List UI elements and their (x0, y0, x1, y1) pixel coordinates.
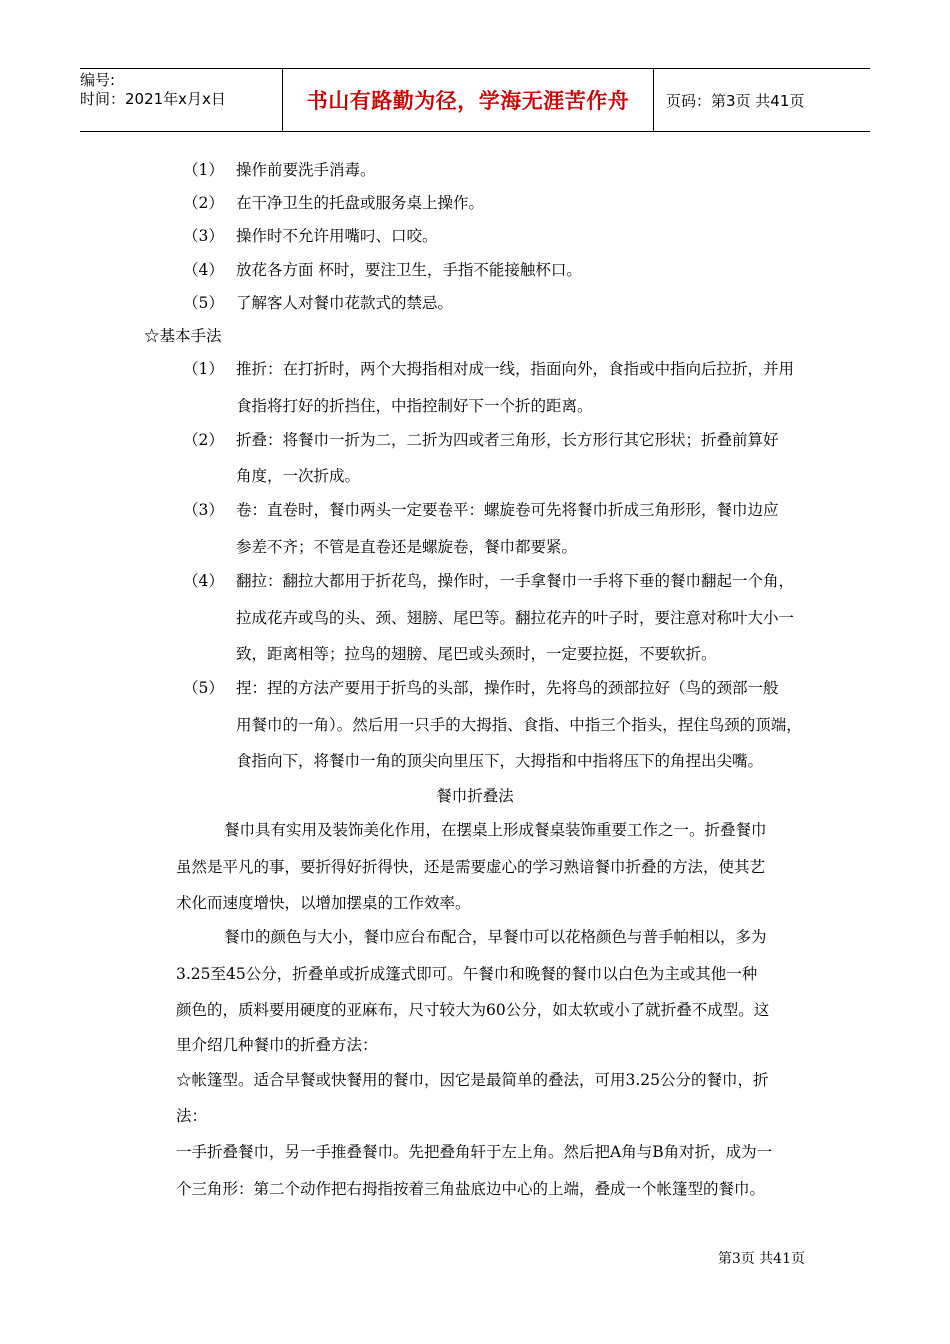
paragraph-line: 虽然是平凡的事，要折得好折得快，还是需要虚心的学习熟谙餐巾折叠的方法，使其艺 (176, 858, 766, 876)
technique-line: 推折：在打折时，两个大拇指相对成一线，指面向外，食指或中指向后拉折，并用 (236, 360, 795, 378)
technique-line: 翻拉：翻拉大都用于折花鸟，操作时，一手拿餐巾一手将下垂的餐巾翻起一个角， (236, 572, 795, 590)
technique-num: （4） (183, 572, 224, 590)
technique-line: 折叠：将餐巾一折为二，二折为四或者三角形，长方形行其它形状；折叠前算好 (236, 431, 779, 449)
precaution-num: （2） (183, 194, 224, 212)
precaution-num: （5） (183, 294, 224, 312)
motto: 书山有路勤为径，学海无涯苦作舟 (282, 69, 654, 131)
technique-line: 角度，一次折成。 (236, 467, 361, 485)
technique-num: （2） (183, 431, 224, 449)
basic-heading: ☆基本手法 (144, 327, 222, 345)
precaution-text: 操作时不允许用嘴叼、口咬。 (236, 227, 438, 245)
paragraph-line: 3.25至45公分，折叠单或折成篷式即可。午餐巾和晚餐的餐巾以白色为主或其他一种 (176, 965, 758, 983)
header-left (80, 69, 282, 131)
tent-line: ☆帐篷型。适合早餐或快餐用的餐巾，因它是最简单的叠法，可用3.25公分的餐巾，折 (176, 1071, 769, 1089)
precaution-text: 放花各方面 杯时，要注卫生，手指不能接触杯口。 (236, 261, 582, 279)
precaution-num: （4） (183, 261, 224, 279)
page-indicator: 页码：第3页 共41页 (666, 91, 805, 110)
technique-line: 食指将打好的折挡住，中指控制好下一个折的距离。 (236, 397, 593, 415)
precaution-text: 在干净卫生的托盘或服务桌上操作。 (236, 194, 485, 212)
method-line: 一手折叠餐巾，另一手推叠餐巾。先把叠角轩于左上角。然后把A角与B角对折，成为一 (176, 1143, 773, 1161)
technique-line: 参差不齐；不管是直卷还是螺旋卷，餐巾都要紧。 (236, 538, 578, 556)
paragraph-line: 术化而速度增快，以增加摆桌的工作效率。 (176, 894, 471, 912)
technique-line: 卷：直卷时，餐巾两头一定要卷平：螺旋卷可先将餐巾折成三角形形，餐巾边应 (236, 501, 779, 519)
technique-line: 拉成花卉或鸟的头、颈、翅膀、尾巴等。翻拉花卉的叶子时，要注意对称叶大小一 (236, 609, 795, 627)
technique-num: （5） (183, 679, 224, 697)
precaution-text: 操作前要洗手消毒。 (236, 161, 376, 179)
paragraph-line: 里介绍几种餐巾的折叠方法： (176, 1036, 378, 1054)
precaution-text: 了解客人对餐巾花款式的禁忌。 (236, 294, 454, 312)
technique-num: （3） (183, 501, 224, 519)
tent-line: 法： (176, 1107, 208, 1125)
serial-label: 编号: (80, 71, 116, 89)
paragraph-line: 餐巾具有实用及装饰美化作用，在摆桌上形成餐桌装饰重要工作之一。折叠餐巾 (224, 821, 767, 839)
section-title: 餐巾折叠法 (436, 787, 514, 805)
technique-line: 致，距离相等；拉鸟的翅膀、尾巴或头颈时，一定要拉挺，不要软折。 (236, 645, 717, 663)
technique-line: 用餐巾的一角）。然后用一只手的大拇指、食指、中指三个指头，捏住鸟颈的顶端， (236, 716, 802, 734)
precaution-num: （3） (183, 227, 224, 245)
technique-line: 捏：捏的方法产要用于折鸟的头部，操作时，先将鸟的颈部拉好（鸟的颈部一般 (236, 679, 779, 697)
technique-line: 食指向下，将餐巾一角的顶尖向里压下，大拇指和中指将压下的角捏出尖嘴。 (236, 752, 764, 770)
paragraph-line: 颜色的，质料要用硬度的亚麻布，尺寸较大为60公分，如太软或小了就折叠不成型。这 (176, 1001, 770, 1019)
paragraph-line: 餐巾的颜色与大小，餐巾应台布配合，早餐巾可以花格颜色与普手帕相以，多为 (224, 928, 767, 946)
page-footer: 第3页 共41页 (717, 1251, 805, 1267)
page-header (80, 68, 870, 132)
method-line: 个三角形：第二个动作把右拇指按着三角盐底边中心的上端，叠成一个帐篷型的餐巾。 (176, 1180, 766, 1198)
date-text: 时间：2021年x月x日 (80, 90, 226, 108)
precaution-num: （1） (183, 161, 224, 179)
technique-num: （1） (183, 360, 224, 378)
